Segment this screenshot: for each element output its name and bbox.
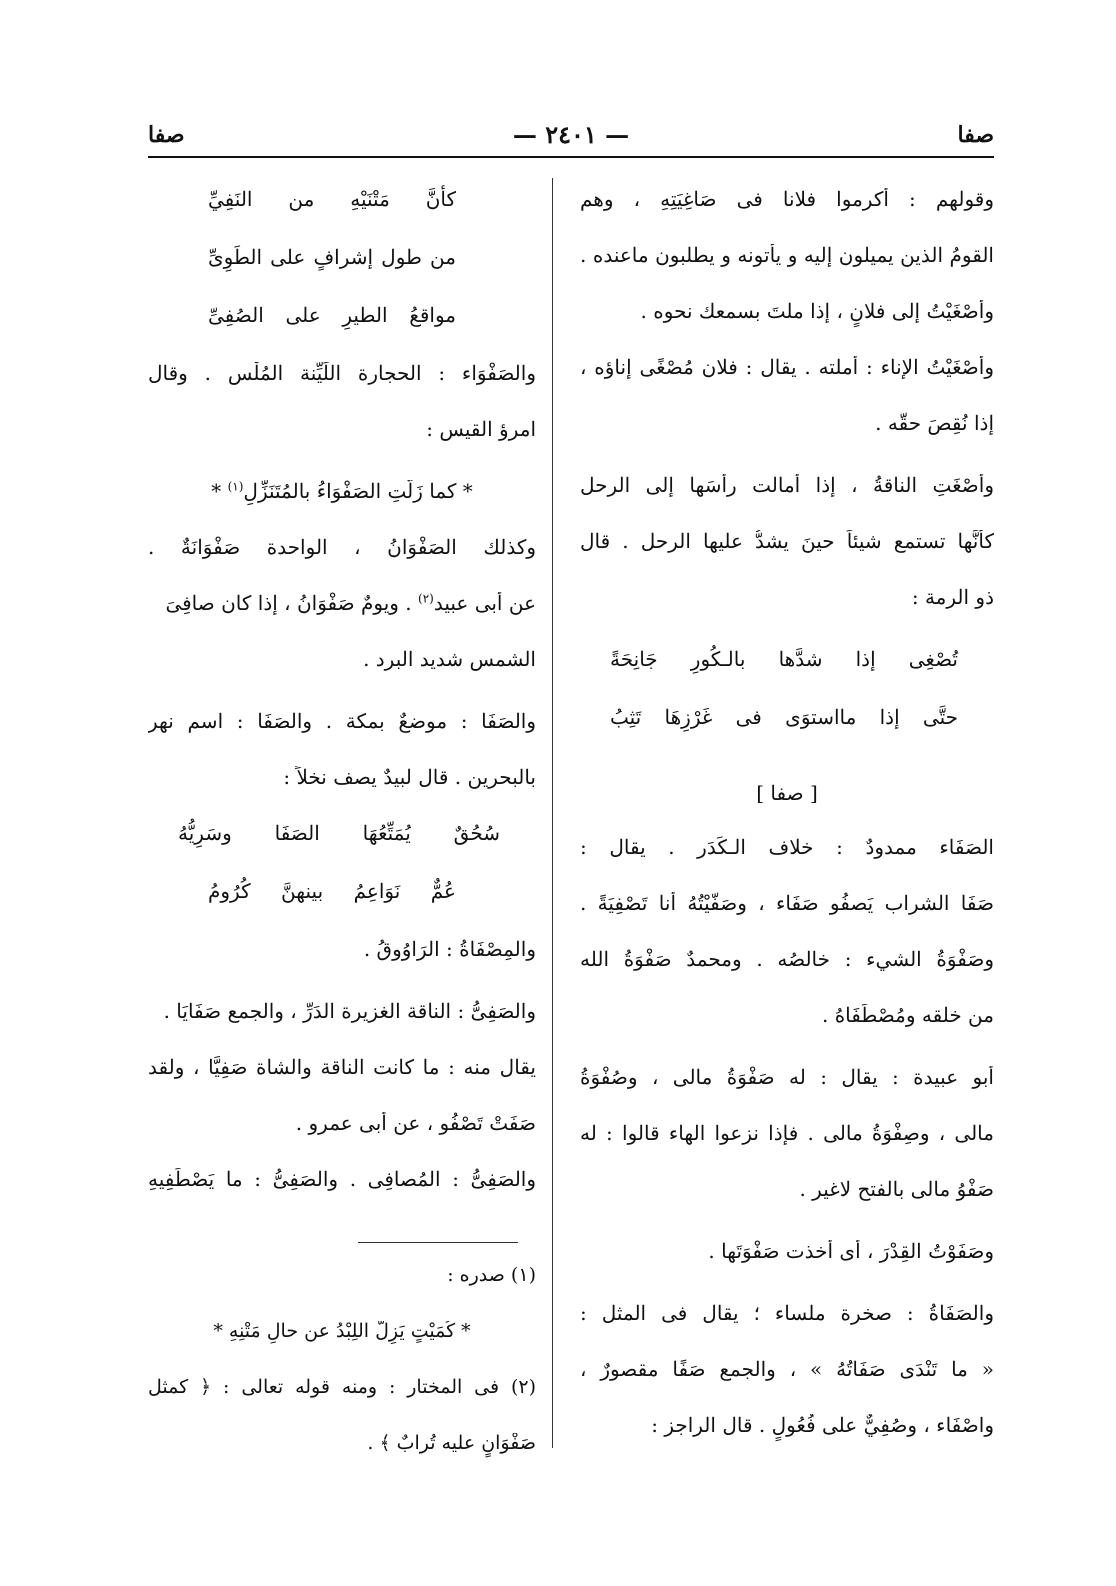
text-line: أبو عبيدة : يقال : له صَفْوَةُ مالى ، وصُفْوَةُ: [580, 1066, 994, 1089]
verse-asterisk: *: [211, 480, 228, 503]
page-header: [148, 118, 994, 156]
text-line: وصَفْوَةُ الشيء : خالصُه . ومحمدٌ صَفْوَةُ الله: [580, 948, 994, 971]
footnote-line: (٢) فى المختار : ومنه قوله تعالى : ﴿ كمثل: [148, 1377, 536, 1398]
footnote-mark: (١): [227, 480, 244, 494]
text-line: والصَفِىُّ : الناقة الغزيرة الدَرِّ ، والجمع صَفَايَا .: [163, 1000, 536, 1023]
verse-line: عُمٌّ نَوَاعِمُ بينهنَّ كُرُومُ: [208, 879, 456, 903]
text-line: صَفَتْ تَصْفُو ، عن أبى عمرو .: [295, 1112, 536, 1135]
footnote-line: (١) صدره :: [447, 1265, 536, 1286]
verse-line: سُحُقٌ يُمَتِّعُهَا الصَفَا وسَرِيُّهُ: [178, 821, 500, 845]
text-line: والصَفَا : موضعٌ بمكة . والصَفَا : اسم نهر: [148, 710, 536, 733]
verse-line: [148, 480, 536, 536]
text-line: وأَصْغَتِ الناقةُ ، إذا أمالت رأسَها إلى الرحل: [580, 474, 994, 497]
text-line: والصَفِىُّ : المُصافِى . والصَفِىُّ : ما يَصْطَفِيهِ: [148, 1168, 536, 1191]
text-span: عن أبى عبيد: [433, 592, 536, 615]
right-column: [580, 188, 994, 1470]
text-line: وأَصْغَيْتُ إلى فلانٍ ، إذا ملتَ بسمعك نحوه .: [640, 300, 994, 323]
column-divider: [552, 178, 553, 1448]
text-line: يقال منه : ما كانت الناقة والشاة صَفِيًّا ، ولقد: [148, 1056, 536, 1079]
text-line: كأنَّها تستمع شيئاً حينَ يشدُّ عليها الرحل . قال: [580, 530, 994, 553]
verse-line: من طول إشرافٍ على الطَوِىِّ: [208, 245, 456, 269]
verse-text: * كما زَلَّتِ الصَفْوَاءُ بالمُتَنَزِّلِ: [243, 480, 473, 503]
text-line: وكذلك الصَفْوَانُ ، الواحدة صَفْوَانَةٌ .: [148, 536, 536, 559]
running-headword-left: صفا: [148, 122, 185, 148]
text-line: صَفْوُ مالى بالفتح لاغير .: [799, 1178, 994, 1201]
text-line: الشمس شديد البرد .: [363, 648, 536, 671]
text-line: القومُ الذين يميلون إليه و يأتونه و يطلبون ماعنده .: [580, 244, 994, 267]
text-line: والمِصْفَاةُ : الرَاوُوقُ .: [363, 938, 536, 961]
page-number: — ٢٤٠١ —: [512, 120, 630, 149]
text-line: إذا نُقِصَ حقُّه .: [875, 412, 994, 435]
text-line: الصَفَاء ممدودٌ : خلاف الـكَدَر . يقال :: [580, 836, 994, 859]
text-line: وأَصْغَيْتُ الإناء : أملته . يقال : فلان مُصْغًى إناؤه ،: [580, 356, 994, 379]
running-headword-right: صفا: [957, 122, 994, 148]
verse-line: تُصْغِى إذا شدَّها بالـكُورِ جَانِحَةً: [610, 647, 958, 671]
verse-line: حتَّى إذا مااستوَى فى غَرْزِهَا تَثِبُ: [610, 705, 958, 729]
text-line: وقولهم : أكرموا فلانا فى صَاغِيَتِهِ ، وهم: [580, 188, 994, 211]
text-line: والصَفَاةُ : صخرة ملساء ؛ يقال فى المثل :: [580, 1302, 994, 1325]
text-line: مالى ، وصِفْوَةُ مالى . فإذا نزعوا الهاء قالوا : له: [580, 1122, 994, 1145]
verse-line: كأنَّ مَتْنَيْهِ من النَفِيِّ: [208, 187, 456, 211]
footnote-line: * كُمَيْتٍ يَزِلُّ اللِبْدُ عن حالِ مَتْنِهِ *: [213, 1321, 471, 1342]
left-column: [148, 188, 536, 1489]
text-line: ذو الرمة :: [911, 586, 994, 609]
text-line: بالبحرين . قال لبيدٌ يصف نخلاً :: [283, 766, 536, 789]
text-line: صَفَا الشراب يَصفُو صَفَاء ، وصَفَّيْتُهُ أنا تَصْفِيَةً .: [580, 892, 994, 915]
text-line: وصَفَوْتُ القِدْرَ ، أى أخذت صَفْوَتَها .: [708, 1240, 994, 1263]
verse-line: مواقعُ الطيرِ على الصُفِىِّ: [208, 303, 456, 327]
footnote-mark: (٢): [418, 592, 434, 606]
text-line: « ما تَنْدَى صَفَاتُهُ » ، والجمع صَفًا مقصورٌ ،: [580, 1358, 994, 1381]
text-line: من خلقه ومُصْطَفَاهُ .: [821, 1004, 994, 1027]
footnote-rule: [358, 1242, 518, 1243]
text-span: . ويومٌ صَفْوَانُ ، إذا كان صافِىَ: [165, 592, 418, 615]
text-line: امرؤ القيس :: [426, 418, 536, 441]
text-line: [148, 592, 536, 648]
entry-heading: [ صفا ]: [756, 781, 818, 805]
text-line: والصَفْوَاء : الحجارة اللَيِّنة المُلْس . وقال: [148, 362, 536, 385]
header-rule: [148, 156, 994, 158]
text-line: واصْفَاء ، وصُفِيٌّ على فُعُولٍ . قال الراجز :: [651, 1414, 994, 1437]
footnote-line: صَفْوَانٍ عليه تُرابٌ ﴾ .: [367, 1433, 536, 1454]
